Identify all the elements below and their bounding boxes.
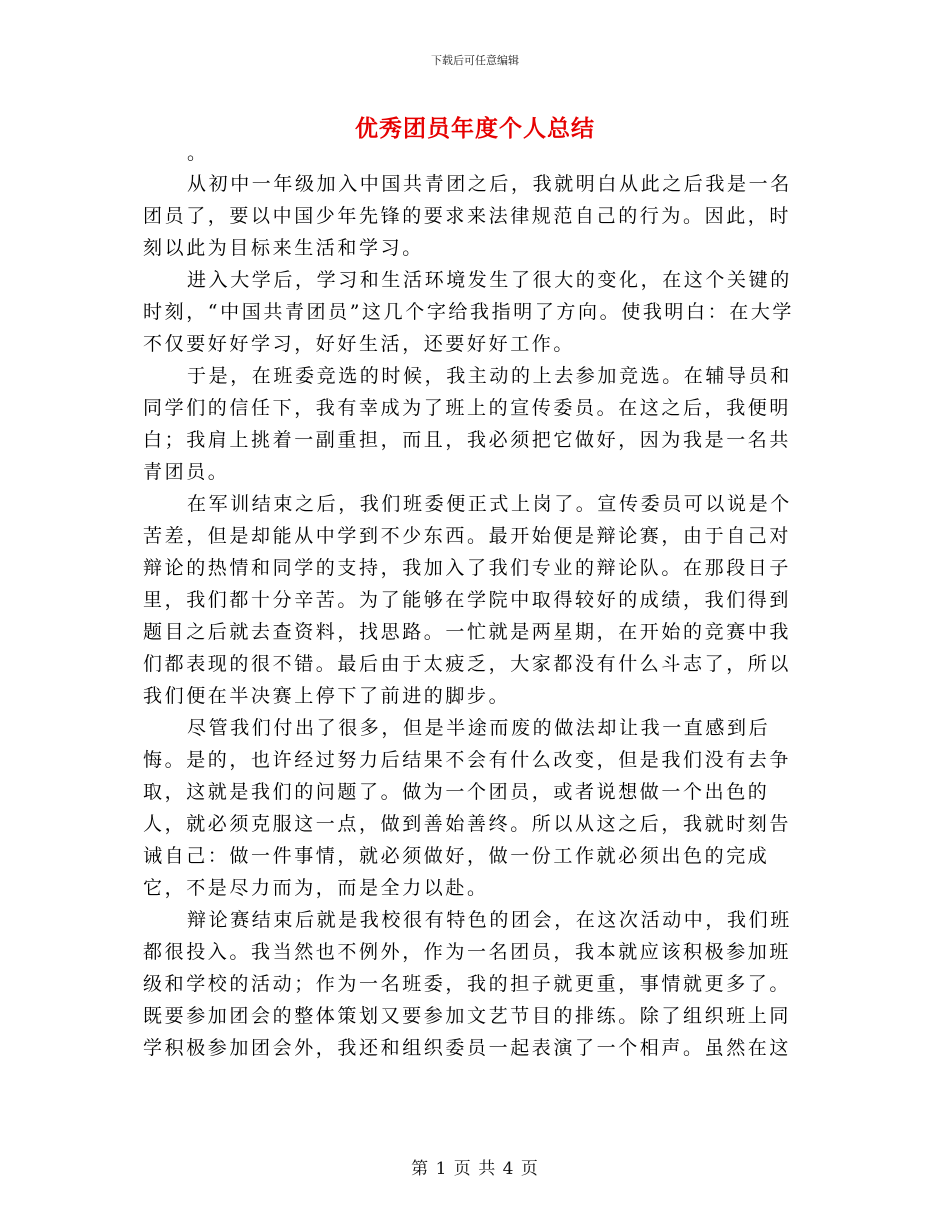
stray-mark: 。 <box>187 142 209 164</box>
paragraph-3: 于是，在班委竞选的时候，我主动的上去参加竞选。在辅导员和同学们的信任下，我有幸成为了班上的宣传委员。在这之后，我便明白；我肩上挑着一副重担，而且，我必须把它做好，因为我是一名共青团员。 <box>143 365 792 483</box>
document-title: 优秀团员年度个人总结 <box>355 115 595 142</box>
paragraph-6: 辩论赛结束后就是我校很有特色的团会，在这次活动中，我们班都很投入。我当然也不例外，作为一名团员，我本就应该积极参加班级和学校的活动；作为一名班委，我的担子就更重，事情就更多了。既要参加团会的整体策划又要参加文艺节目的排练。除了组织班上同学积极参加团会外，我还和组织委员一起表演了一个相声。虽然在这 <box>143 909 792 1059</box>
paragraph-1: 从初中一年级加入中国共青团之后，我就明白从此之后我是一名团员了，要以中国少年先锋的要求来法律规范自己的行为。因此，时刻以此为目标来生活和学习。 <box>143 173 792 259</box>
page-number-footer: 第 1 页 共 4 页 <box>411 1159 539 1179</box>
paragraph-4: 在军训结束之后，我们班委便正式上岗了。宣传委员可以说是个苦差，但是却能从中学到不少东西。最开始便是辩论赛，由于自己对辩论的热情和同学的支持，我加入了我们专业的辩论队。在那段日子里，我们都十分辛苦。为了能够在学院中取得较好的成绩，我们得到题目之后就去查资料，找思路。一忙就是两星期，在开始的竞赛中我们都表现的很不错。最后由于太疲乏，大家都没有什么斗志了，所以我们便在半决赛上停下了前进的脚步。 <box>143 493 792 707</box>
paragraph-5: 尽管我们付出了很多，但是半途而废的做法却让我一直感到后悔。是的，也许经过努力后结果不会有什么改变，但是我们没有去争取，这就是我们的问题了。做为一个团员，或者说想做一个出色的人，就必须克服这一点，做到善始善终。所以从这之后，我就时刻告诫自己：做一件事情，就必须做好，做一份工作就必须出色的完成它，不是尽力而为，而是全力以赴。 <box>143 717 792 899</box>
document-body <box>143 138 807 1064</box>
paragraph-2: 进入大学后，学习和生活环境发生了很大的变化，在这个关键的时刻，“中国共青团员”这几个字给我指明了方向。使我明白：在大学不仅要好好学习，好好生活，还要好好工作。 <box>143 269 795 355</box>
header-note: 下载后可任意编辑 <box>431 54 519 67</box>
